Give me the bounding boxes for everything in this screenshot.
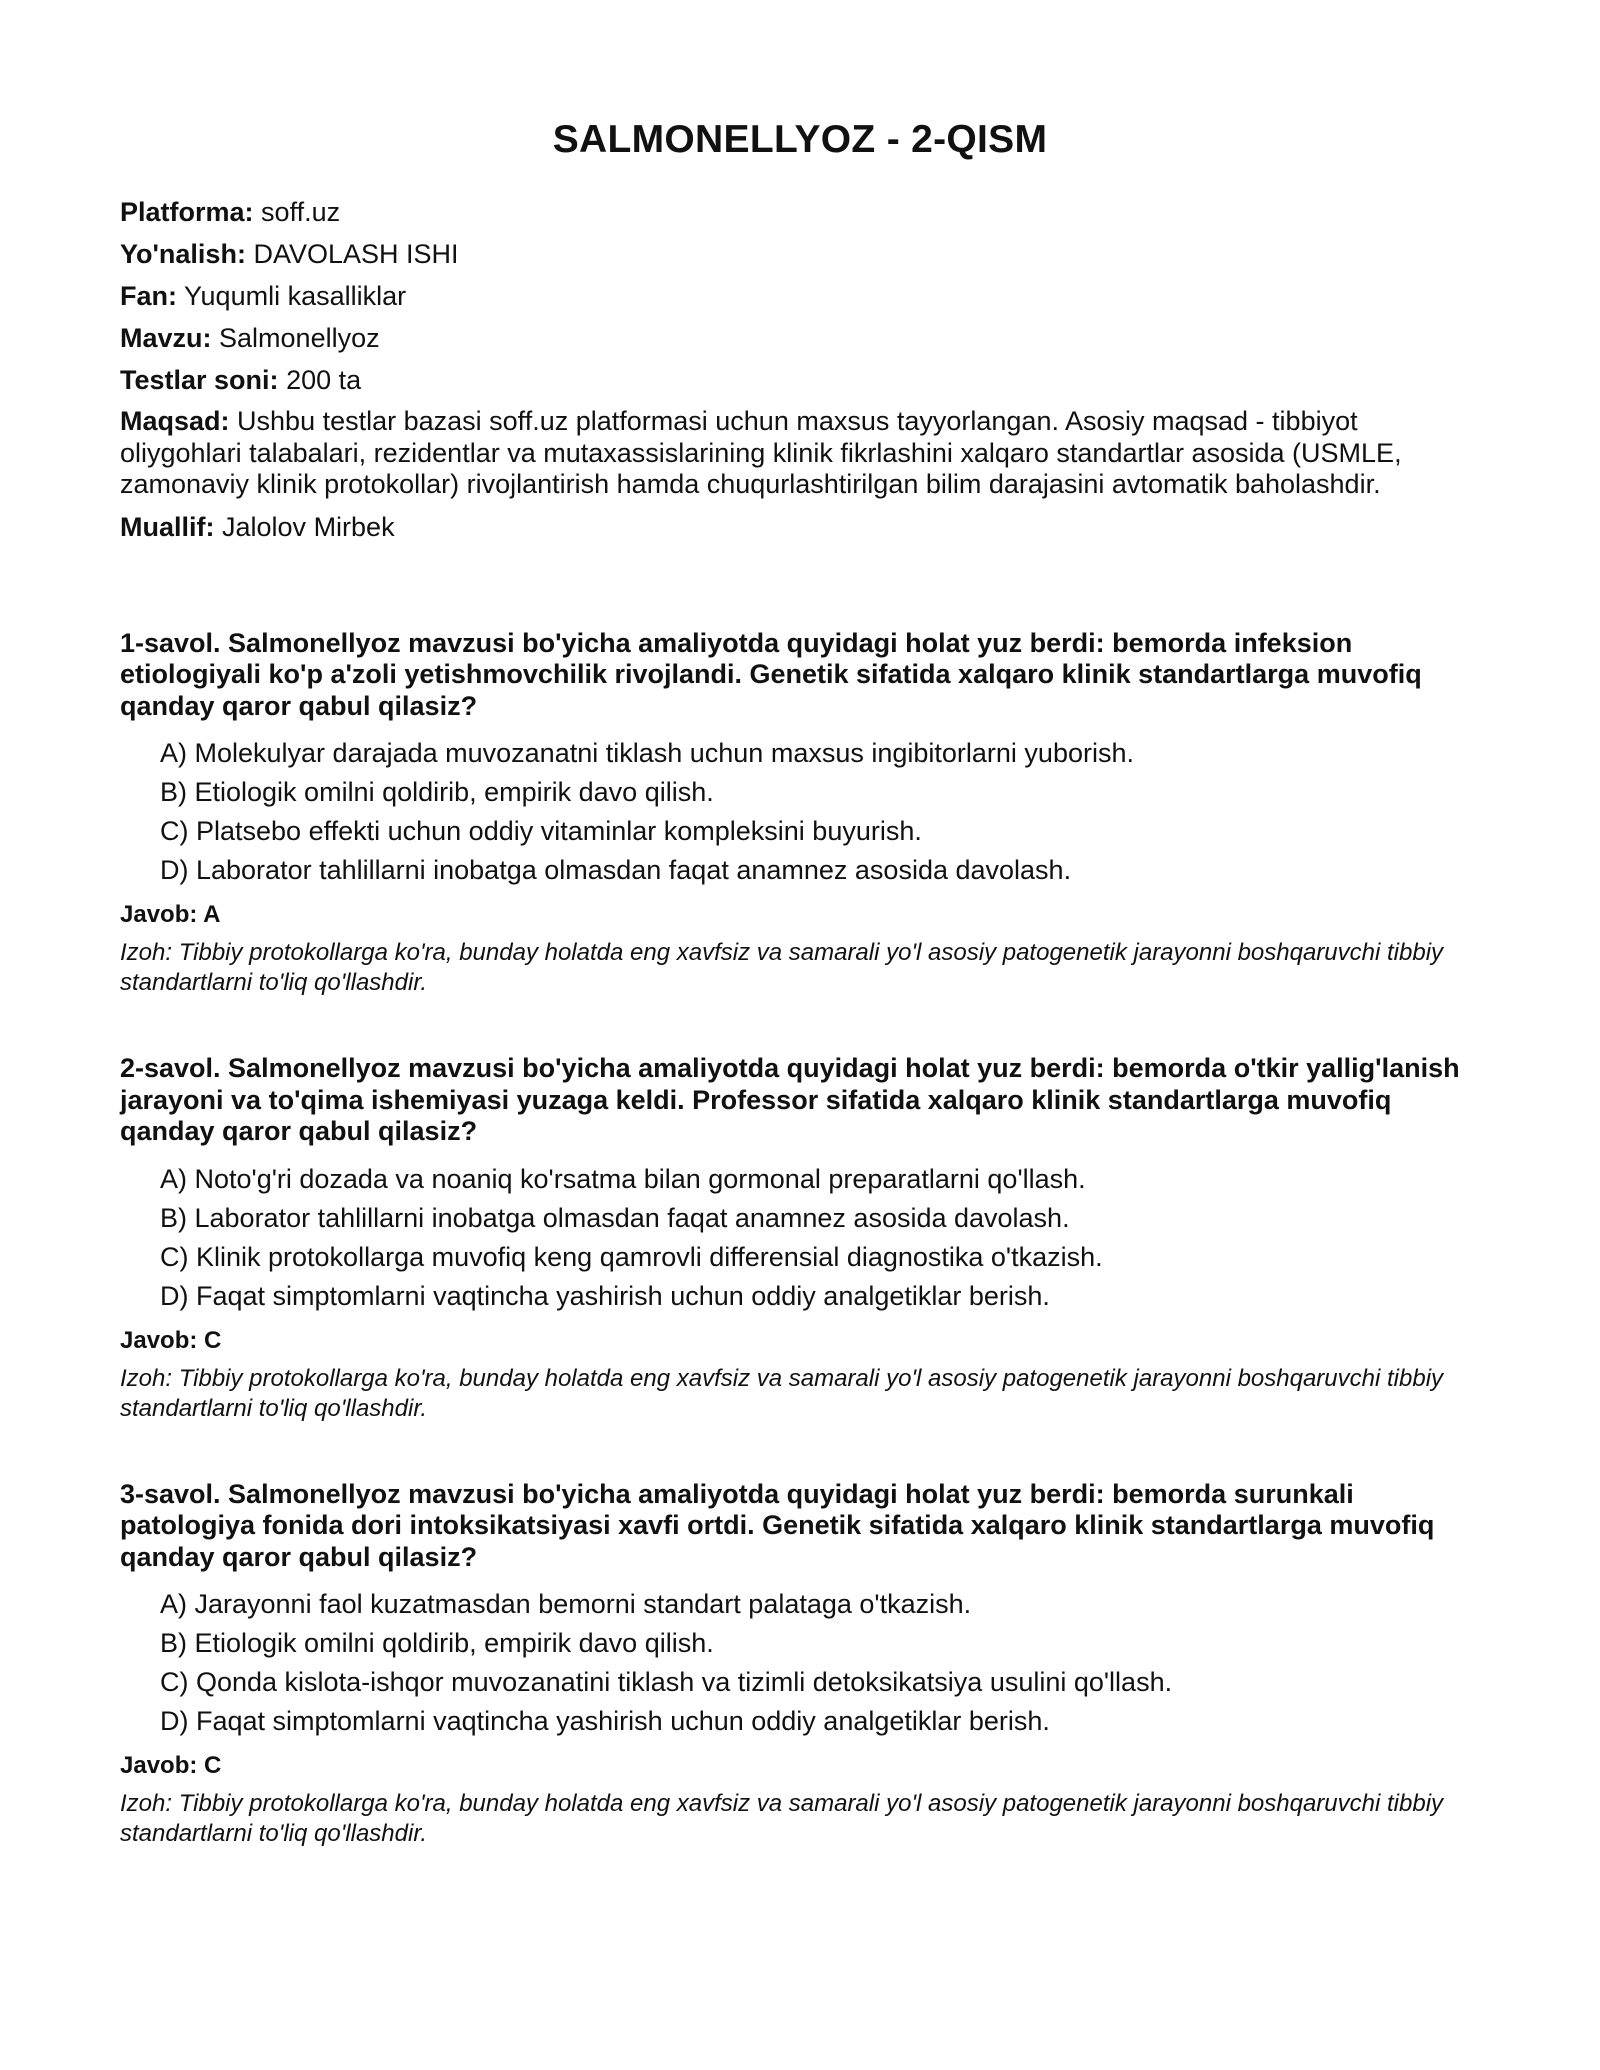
option-d: D) Faqat simptomlarni vaqtincha yashirish uchun oddiy analgetiklar berish.	[160, 1706, 1050, 1736]
meta-test-count	[120, 364, 1480, 396]
meta-purpose	[120, 406, 1480, 501]
document-title: SALMONELLYOZ - 2-QISM	[552, 118, 1048, 161]
meta-value: 200 ta	[286, 365, 362, 395]
answer-line	[120, 900, 1480, 930]
answer-line	[120, 1751, 1480, 1781]
question-item	[120, 628, 1480, 999]
meta-label: Yo'nalish:	[120, 239, 246, 269]
meta-label: Muallif:	[120, 511, 215, 542]
question-item	[120, 1053, 1480, 1424]
meta-value: Yuqumli kasalliklar	[184, 281, 407, 311]
meta-label: Platforma:	[120, 197, 254, 227]
question-list	[120, 628, 1480, 1850]
option-b: B) Etiologik omilni qoldirib, empirik davo qilish.	[160, 1628, 714, 1658]
answer-value: A	[203, 901, 221, 928]
explanation-text: Izoh: Tibbiy protokollarga ko'ra, bunday holatda eng xavfsiz va samarali yo'l asosiy patogenetik jarayonni boshqaruvchi tibbiy standartlarni to'liq qo'llashdir.	[120, 1364, 1444, 1422]
explanation-text: Izoh: Tibbiy protokollarga ko'ra, bunday holatda eng xavfsiz va samarali yo'l asosiy patogenetik jarayonni boshqaruvchi tibbiy standartlarni to'liq qo'llashdir.	[120, 1790, 1444, 1847]
answer-value: C	[204, 1326, 222, 1354]
option-d: D) Faqat simptomlarni vaqtincha yashirish uchun oddiy analgetiklar berish.	[160, 1280, 1050, 1311]
meta-direction	[120, 238, 1480, 270]
meta-value: Ushbu testlar bazasi soff.uz platformasi uchun maxsus tayyorlangan. Asosiy maqsad - tibbiyot oliygohlari talabalari, rezidentlar va mutaxassislarining klinik fikrlashini xalqaro standartlar asosida (USMLE, zamonaviy klinik protokollar) rivojlantirish hamda chuqurlashtirilgan bilim darajasini avtomatik baholashdir.	[120, 406, 1402, 499]
document-metadata	[120, 196, 1480, 543]
meta-topic	[120, 322, 1480, 354]
answer-value: C	[204, 1752, 222, 1779]
question-text: 1-savol. Salmonellyoz mavzusi bo'yicha amaliyotda quyidagi holat yuz berdi: bemorda infeksion etiologiyali ko'p a'zoli yetishmovchilik rivojlandi. Genetik sifatida xalqaro klinik standartlarga muvofiq qanday qaror qabul qilasiz?	[120, 627, 1422, 721]
option-a: A) Molekulyar darajada muvozanatni tiklash uchun maxsus ingibitorlarni yuborish.	[160, 738, 1134, 768]
meta-author	[120, 511, 1480, 543]
option-d: D) Laborator tahlillarni inobatga olmasdan faqat anamnez asosida davolash.	[160, 855, 1072, 885]
meta-label: Testlar soni:	[120, 365, 279, 395]
answer-options	[120, 738, 1480, 886]
meta-value: Salmonellyoz	[219, 323, 380, 353]
option-c: C) Qonda kislota-ishqor muvozanatini tiklash va tizimli detoksikatsiya usulini qo'llash.	[160, 1667, 1173, 1697]
meta-value: Jalolov Mirbek	[222, 511, 395, 542]
question-text: 2-savol. Salmonellyoz mavzusi bo'yicha amaliyotda quyidagi holat yuz berdi: bemorda o'tkir yallig'lanish jarayoni va to'qima ishemiyasi yuzaga keldi. Professor sifatida xalqaro klinik standartlarga muvofiq qanday qaror qabul qilasiz?	[120, 1053, 1460, 1146]
meta-label: Fan:	[120, 281, 177, 311]
option-a: A) Noto'g'ri dozada va noaniq ko'rsatma bilan gormonal preparatlarni qo'llash.	[160, 1163, 1086, 1194]
meta-label: Maqsad:	[120, 406, 230, 436]
answer-line	[120, 1326, 1480, 1356]
option-b: B) Etiologik omilni qoldirib, empirik davo qilish.	[160, 777, 714, 807]
option-c: C) Klinik protokollarga muvofiq keng qamrovli differensial diagnostika o'tkazish.	[160, 1241, 1103, 1272]
option-c: C) Platsebo effekti uchun oddiy vitaminlar kompleksini buyurish.	[160, 816, 922, 846]
answer-label: Javob:	[120, 1752, 198, 1779]
answer-label: Javob:	[120, 1326, 198, 1354]
meta-value: DAVOLASH ISHI	[253, 239, 459, 269]
meta-value: soff.uz	[261, 197, 341, 227]
question-text: 3-savol. Salmonellyoz mavzusi bo'yicha amaliyotda quyidagi holat yuz berdi: bemorda surunkali patologiya fonida dori intoksikatsiyasi xavfi ortdi. Genetik sifatida xalqaro klinik standartlarga muvofiq qanday qaror qabul qilasiz?	[120, 1478, 1435, 1572]
option-a: A) Jarayonni faol kuzatmasdan bemorni standart palataga o'tkazish.	[160, 1589, 972, 1619]
meta-label: Mavzu:	[120, 323, 212, 353]
answer-label: Javob:	[120, 901, 198, 928]
meta-platform	[120, 196, 1480, 228]
option-b: B) Laborator tahlillarni inobatga olmasdan faqat anamnez asosida davolash.	[160, 1202, 1070, 1233]
meta-subject	[120, 280, 1480, 312]
question-item	[120, 1479, 1480, 1850]
explanation-text: Izoh: Tibbiy protokollarga ko'ra, bunday holatda eng xavfsiz va samarali yo'l asosiy patogenetik jarayonni boshqaruvchi tibbiy standartlarni to'liq qo'llashdir.	[120, 939, 1444, 996]
answer-options	[120, 1589, 1480, 1737]
answer-options	[120, 1164, 1480, 1312]
